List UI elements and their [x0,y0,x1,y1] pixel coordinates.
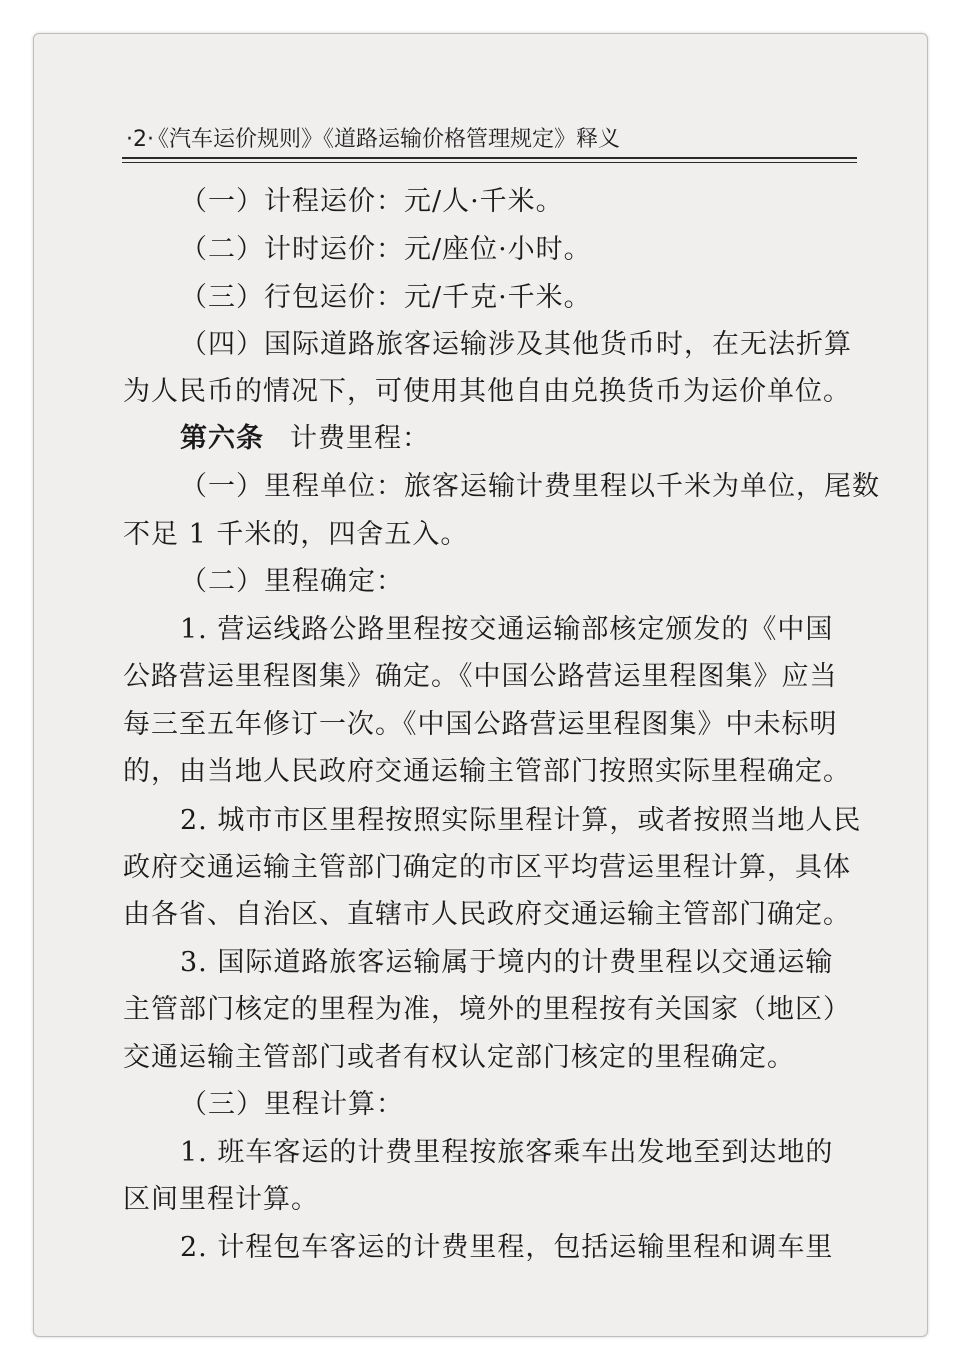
text-line: 不足 1 千米的，四舍五入。 [123,519,469,550]
article-number: 第六条 [180,423,264,454]
text-line: （三）里程计算： [180,1089,404,1120]
text-line: （二）计时运价：元/座位·小时。 [180,234,592,265]
text-line: 2. 城市市区里程按照实际里程计算，或者按照当地人民 [180,805,862,836]
text-line: （一）里程单位：旅客运输计费里程以千米为单位，尾数 [180,471,880,502]
header-rule-thick [122,157,857,159]
header-rule-thin [122,162,857,163]
text-line: 1. 班车客运的计费里程按旅客乘车出发地至到达地的 [180,1137,834,1168]
article-heading [180,421,430,457]
text-line: 为人民币的情况下，可使用其他自由兑换货币为运价单位。 [123,376,851,407]
running-header [126,122,856,158]
text-line: 政府交通运输主管部门确定的市区平均营运里程计算，具体 [123,852,851,883]
text-line: （一）计程运价：元/人·千米。 [180,186,564,217]
text-line: （三）行包运价：元/千克·千米。 [180,282,592,313]
text-line: 1. 营运线路公路里程按交通运输部核定颁发的《中国 [180,614,834,645]
text-line: 公路营运里程图集》确定。《中国公路营运里程图集》应当 [123,661,838,692]
article-title: 计费里程： [290,423,430,454]
page-number: ·2· [126,127,154,152]
header-title: 《汽车运价规则》《道路运输价格管理规定》释义 [157,127,620,152]
text-line: 的，由当地人民政府交通运输主管部门按照实际里程确定。 [123,756,851,787]
text-line: 由各省、自治区、直辖市人民政府交通运输主管部门确定。 [123,899,851,930]
text-line: 每三至五年修订一次。《中国公路营运里程图集》中未标明 [123,709,838,740]
text-line: （四）国际道路旅客运输涉及其他货币时，在无法折算 [180,329,852,360]
text-line: 2. 计程包车客运的计费里程，包括运输里程和调车里 [180,1232,834,1263]
text-line: 3. 国际道路旅客运输属于境内的计费里程以交通运输 [180,947,834,978]
book-page [33,33,928,1337]
text-line: 交通运输主管部门或者有权认定部门核定的里程确定。 [123,1042,795,1073]
text-line: 主管部门核定的里程为准，境外的里程按有关国家（地区） [123,994,851,1025]
text-line: 区间里程计算。 [123,1184,319,1215]
text-line: （二）里程确定： [180,566,404,597]
